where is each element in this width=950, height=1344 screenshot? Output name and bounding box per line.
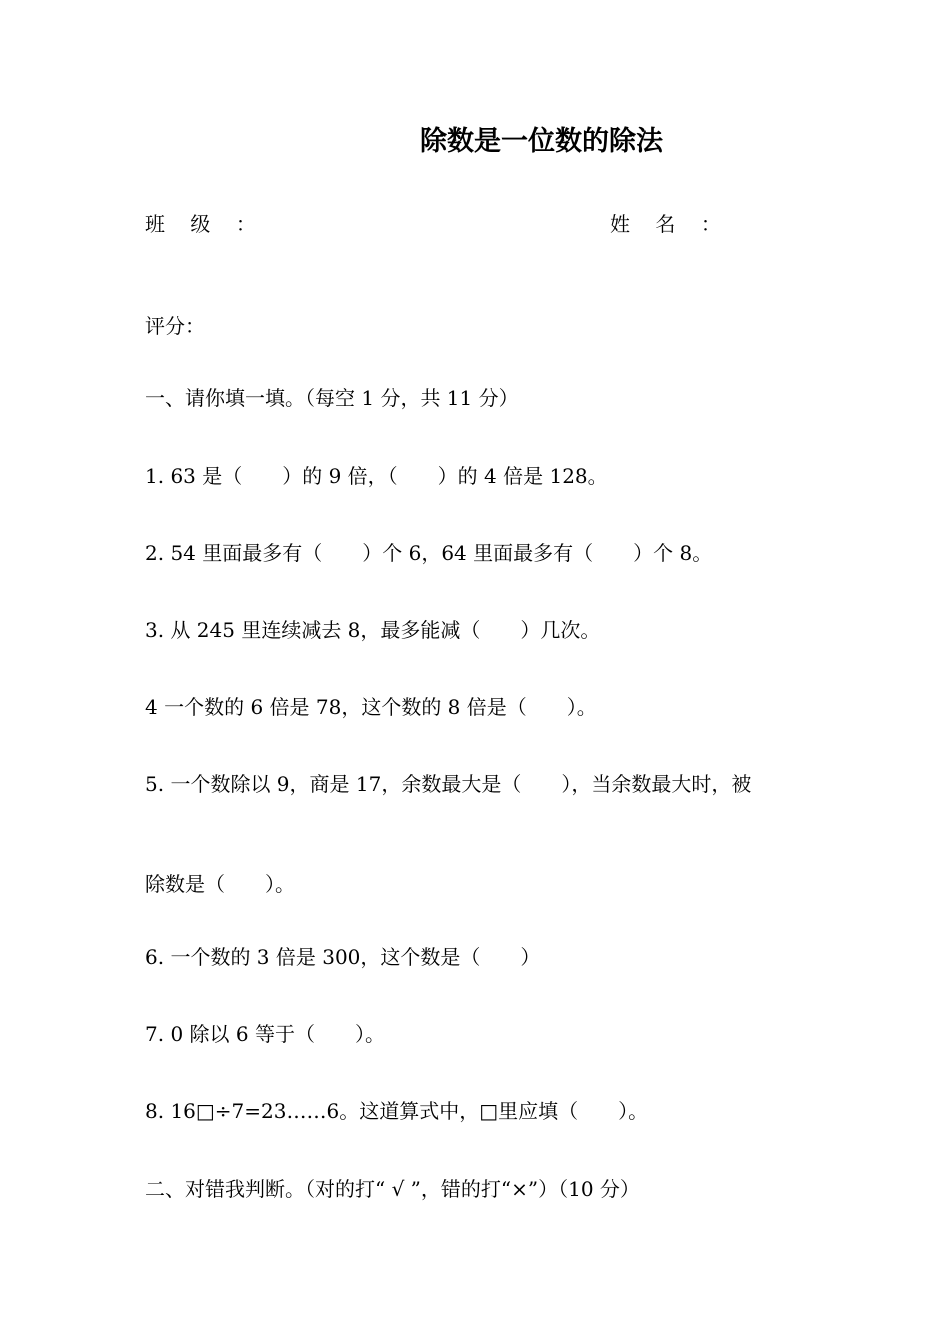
question-4: 4 一个数的 6 倍是 78，这个数的 8 倍是（ ）。 — [145, 695, 597, 719]
section-2-heading: 二、对错我判断。（对的打“ √ ”，错的打“×”）（10 分） — [145, 1177, 640, 1201]
question-7: 7. 0 除以 6 等于（ ）。 — [145, 1022, 385, 1046]
question-5-continued: 除数是（ ）。 — [145, 872, 295, 896]
name-field-label: 姓 名 ： — [610, 212, 721, 236]
question-1: 1. 63 是（ ）的 9 倍，（ ）的 4 倍是 128。 — [145, 464, 608, 488]
section-1-heading: 一、请你填一填。（每空 1 分，共 11 分） — [145, 386, 519, 410]
question-2: 2. 54 里面最多有（ ）个 6，64 里面最多有（ ）个 8。 — [145, 541, 713, 565]
question-3: 3. 从 245 里连续减去 8，最多能减（ ）几次。 — [145, 618, 601, 642]
question-8: 8. 16□÷7=23……6。这道算式中，□里应填（ ）。 — [145, 1099, 649, 1123]
question-5: 5. 一个数除以 9，商是 17，余数最大是（ ），当余数最大时，被 — [145, 772, 752, 796]
class-field-label: 班 级 ： — [145, 212, 256, 236]
score-label: 评分： — [145, 314, 205, 338]
page-title: 除数是一位数的除法 — [420, 126, 663, 157]
question-6: 6. 一个数的 3 倍是 300，这个数是（ ） — [145, 945, 541, 969]
